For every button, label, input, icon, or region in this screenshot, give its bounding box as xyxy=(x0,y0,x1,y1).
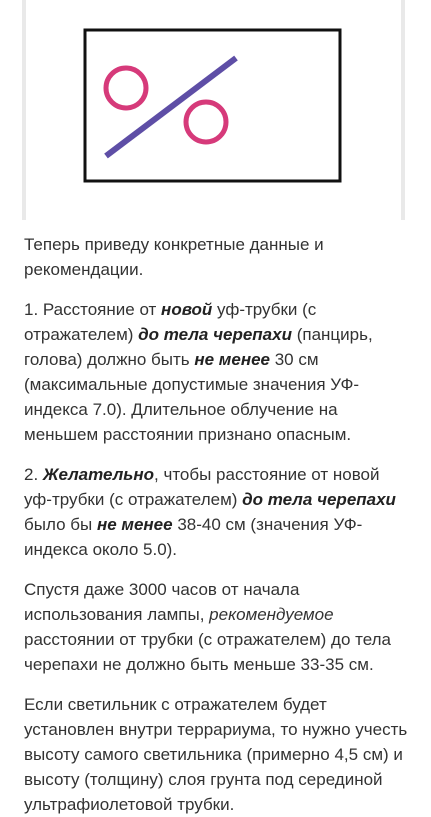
percent-icon xyxy=(0,0,431,220)
text-span: , чтобы расстояние от новой уф-трубки (с отражателем) xyxy=(24,465,380,509)
emphasis-desirable: Желательно xyxy=(42,465,155,484)
text-span: было бы xyxy=(24,515,97,534)
text-span: (панцирь, голова) должно быть xyxy=(24,325,373,369)
emphasis-new: новой xyxy=(161,300,213,319)
paragraph-desirable-distance xyxy=(24,462,409,562)
text-span: 30 см (максимальные допустимые значения УФ-индекса 7.0). Длительное облучение на меньшем расстоянии признано опасным. xyxy=(24,350,360,444)
emphasis-not-less: не менее xyxy=(194,350,270,369)
article-illustration xyxy=(0,0,431,220)
text-span: 38-40 см (значения УФ-индекса около 5.0). xyxy=(24,515,363,559)
text-span: 1. Расстояние от xyxy=(24,300,162,319)
paragraph-inside-terrarium: Если светильник с отражателем будет установлен внутри террариума, то нужно учесть высоту самого светильника (примерно 4,5 см) и высоту (толщину) слоя грунта под серединой ультрафиолетовой трубки. xyxy=(24,695,408,814)
paragraph-after-3000-hours xyxy=(24,577,409,677)
emphasis-recommended: рекомендуемое xyxy=(209,605,334,624)
text-span: 2. xyxy=(24,465,43,484)
emphasis-to-body: до тела черепахи xyxy=(138,325,292,344)
text-span: Спустя даже 3000 часов от начала использования лампы, xyxy=(24,580,300,624)
text-span: уф-трубки (с отражателем) xyxy=(24,300,317,344)
paragraph-distance-new-tube xyxy=(24,297,409,447)
paragraph-intro: Теперь приведу конкретные данные и рекомендации. xyxy=(24,235,324,279)
text-span: расстоянии от трубки (с отражателем) до тела черепахи не должно быть меньше 33-35 см. xyxy=(24,630,391,674)
emphasis-not-less: не менее xyxy=(96,515,173,534)
emphasis-to-body: до тела черепахи xyxy=(242,490,396,509)
article-body xyxy=(0,232,431,817)
